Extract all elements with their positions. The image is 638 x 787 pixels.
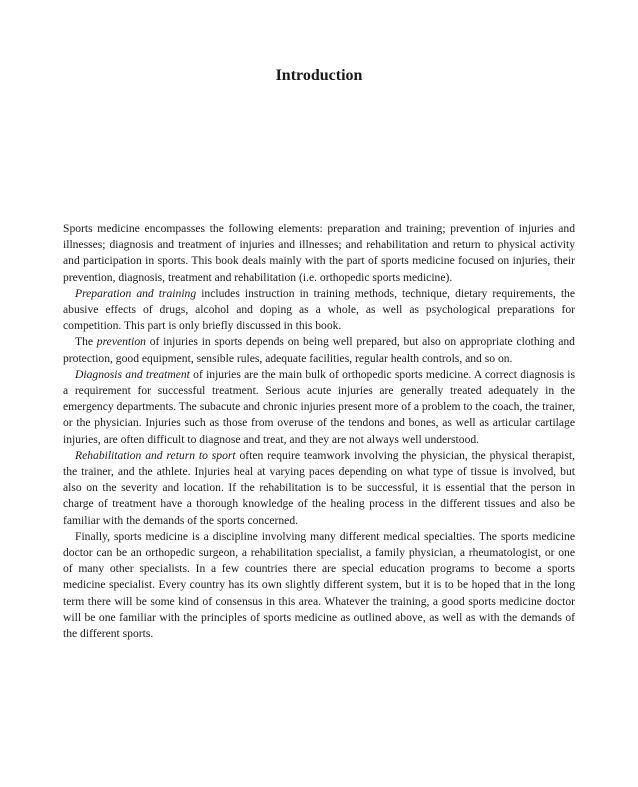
paragraph-finally <box>63 529 575 642</box>
paragraph-lead-italic: Diagnosis and treatment <box>75 367 190 381</box>
paragraph-prefix: The <box>75 335 97 349</box>
paragraph-lead-italic: Rehabilitation and return to sport <box>75 448 236 462</box>
paragraph-lead-italic: Preparation and training <box>75 286 197 300</box>
paragraph-text: includes instruction in training methods, technique, dietary requirements, the abusive effects of drugs, alcohol and doping as a whole, as well as psychological preparations for competition. This part is only briefly discussed in this book. <box>63 286 575 333</box>
paragraph-text: often require teamwork involving the physician, the physical therapist, the trainer, and the athlete. Injuries heal at varying paces depending on what type of tissue is involved, but also on the severity and location. If the rehabilitation is to be successful, it is essential that the person in charge of treatment have a thorough knowledge of the healing process in the different tissues and also be familiar with the demands of the sports concerned. <box>63 448 576 527</box>
paragraph-text: Sports medicine encompasses the following elements: preparation and training; prevention of injuries and illnesses; diagnosis and treatment of injuries and illnesses; and rehabilitation and return to physical activity and participation in sports. This book deals mainly with the part of sports medicine focused on injuries, their prevention, diagnosis, treatment and rehabilitation (i.e. orthopedic sports medicine). <box>63 222 575 284</box>
paragraph-lead-italic: prevention <box>96 335 146 349</box>
paragraph-intro <box>63 221 575 286</box>
paragraph-prevention <box>63 334 575 366</box>
paragraph-text: Finally, sports medicine is a discipline involving many different medical specialties. The sports medicine doctor can be an orthopedic surgeon, a rehabilitation specialist, a family physician, a rheumatologist, or one of many other specialists. In a few countries there are special education programs to become a sports medicine specialist. Every country has its own slightly different system, but it is to be hoped that in the long term there will be some kind of consensus in this area. Whatever the training, a good sports medicine doctor will be one familiar with the principles of sports medicine as outlined above, as well as with the demands of the different sports. <box>63 529 575 641</box>
paragraph-diagnosis <box>63 367 575 448</box>
paragraph-preparation <box>63 286 575 335</box>
paragraph-rehabilitation <box>63 448 575 529</box>
body-text <box>63 221 575 642</box>
page-title: Introduction <box>275 67 363 84</box>
paragraph-text: of injuries in sports depends on being well prepared, but also on appropriate clothing and protection, good equipment, sensible rules, adequate facilities, regular health controls, and so on. <box>63 335 575 365</box>
paragraph-text: of injuries are the main bulk of orthopedic sports medicine. A correct diagnosis is a requirement for successful treatment. Serious acute injuries are generally treated adequately in the emergency departments. The subacute and chronic injuries present more of a problem to the coach, the trainer, or the physician. Injuries such as those from overuse of the tendons and bones, as well as articular cartilage injuries, are often difficult to diagnose and treat, and they are not always well understood. <box>63 367 576 446</box>
